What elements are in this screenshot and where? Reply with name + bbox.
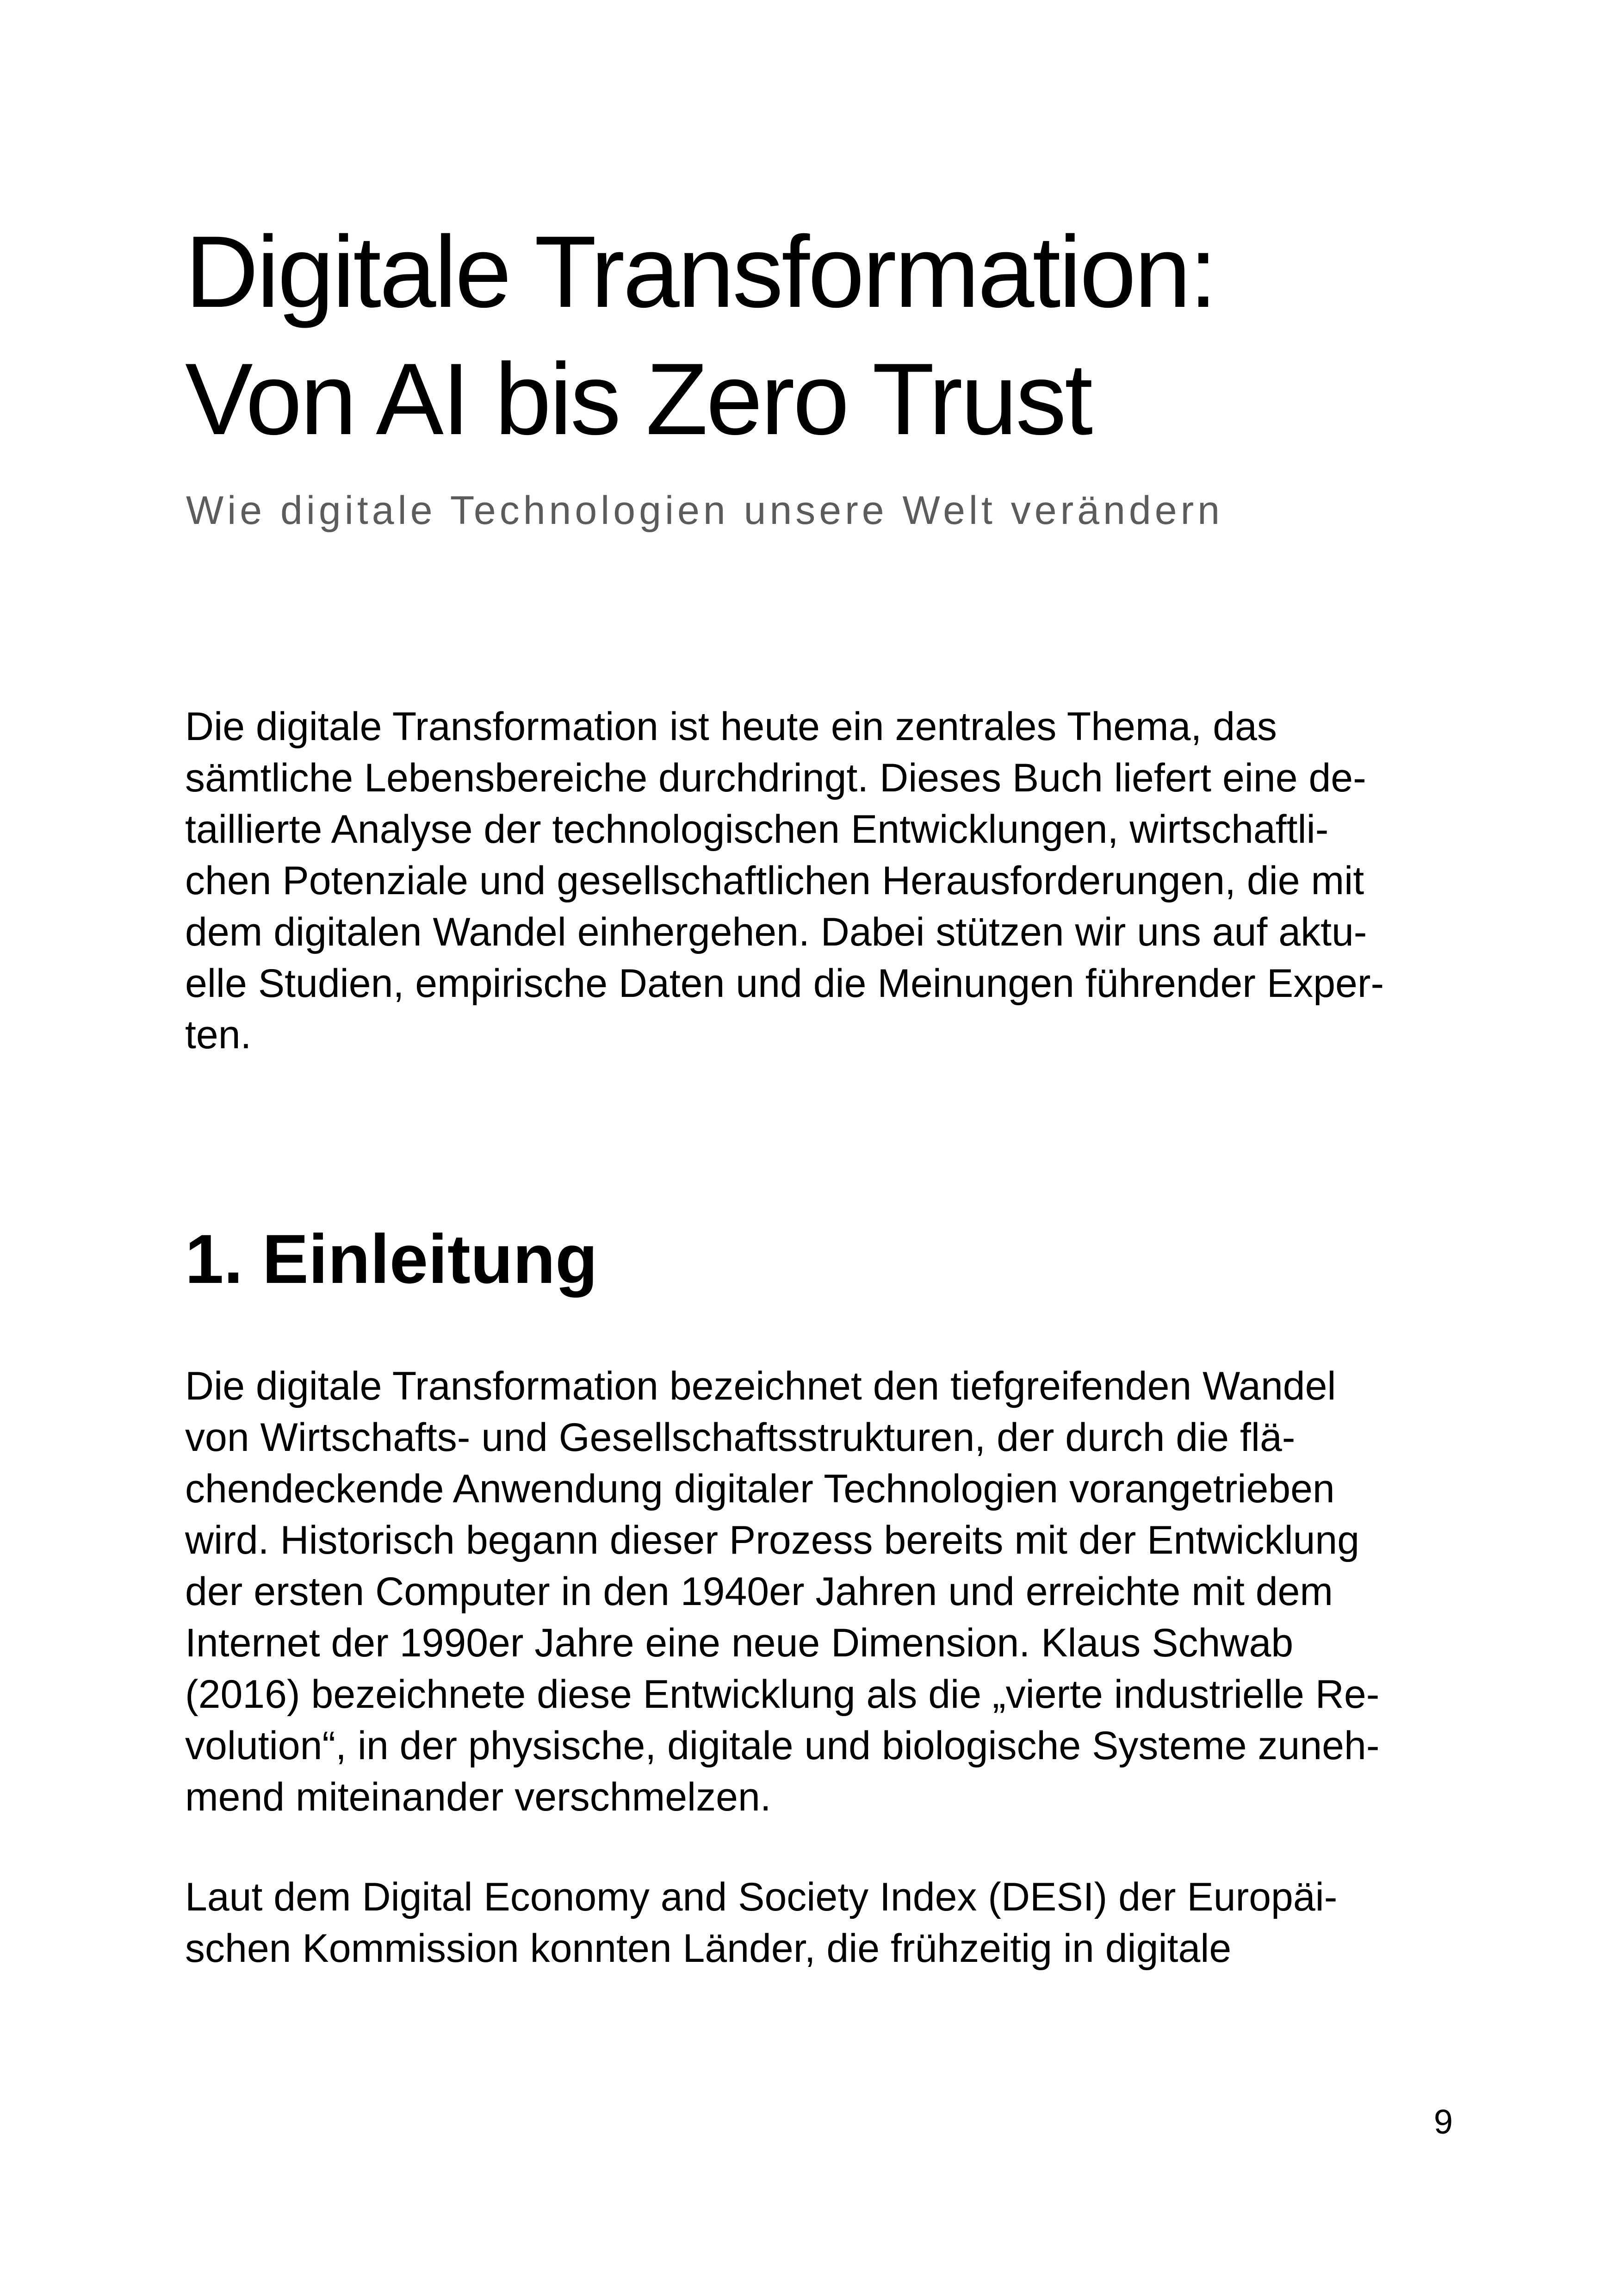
text-line: Die digitale Transformation bezeichnet den tiefgreifenden Wandel bbox=[185, 1364, 1336, 1408]
section-paragraph-1 bbox=[185, 1361, 1453, 1823]
page-number: 9 bbox=[1433, 2103, 1453, 2141]
text-line: chen Potenziale und gesellschaftlichen Herausforderungen, die mit bbox=[185, 859, 1364, 903]
text-line: wird. Historisch begann dieser Prozess bereits mit der Entwicklung bbox=[185, 1518, 1360, 1562]
text-line: taillierte Analyse der technologischen Entwicklungen, wirtschaftli- bbox=[185, 807, 1329, 852]
title-line-1: Digitale Transformation: bbox=[185, 215, 1216, 329]
section-heading: 1. Einleitung bbox=[185, 1220, 598, 1298]
text-line: volution“, in der physische, digitale und biologische Systeme zuneh- bbox=[185, 1724, 1380, 1768]
text-line: ten. bbox=[185, 1013, 252, 1057]
text-line: mend miteinander verschmelzen. bbox=[185, 1775, 771, 1819]
intro-paragraph bbox=[185, 701, 1453, 1061]
text-line: der ersten Computer in den 1940er Jahren und erreichte mit dem bbox=[185, 1569, 1333, 1614]
page-subtitle: Wie digitale Technologien unsere Welt verändern bbox=[186, 488, 1224, 533]
text-line: schen Kommission konnten Länder, die frühzeitig in digitale bbox=[185, 1926, 1232, 1971]
title-line-2: Von AI bis Zero Trust bbox=[185, 342, 1091, 456]
text-line: Laut dem Digital Economy and Society Index (DESI) der Europäi- bbox=[185, 1875, 1338, 1919]
text-line: elle Studien, empirische Daten und die Meinungen führender Exper- bbox=[185, 961, 1384, 1006]
text-line: von Wirtschafts- und Gesellschaftsstrukturen, der durch die flä- bbox=[185, 1415, 1296, 1460]
text-line: chendeckende Anwendung digitaler Technologien vorangetrieben bbox=[185, 1467, 1335, 1511]
text-line: (2016) bezeichnete diese Entwicklung als die „vierte industrielle Re- bbox=[185, 1672, 1380, 1717]
text-line: Die digitale Transformation ist heute ein zentrales Thema, das bbox=[185, 704, 1277, 749]
page-title bbox=[185, 208, 1481, 463]
text-line: Internet der 1990er Jahre eine neue Dimension. Klaus Schwab bbox=[185, 1621, 1294, 1665]
text-line: dem digitalen Wandel einhergehen. Dabei stützen wir uns auf aktu- bbox=[185, 910, 1367, 954]
section-paragraph-2 bbox=[185, 1872, 1453, 1974]
text-line: sämtliche Lebensbereiche durchdringt. Dieses Buch liefert eine de- bbox=[185, 756, 1366, 800]
